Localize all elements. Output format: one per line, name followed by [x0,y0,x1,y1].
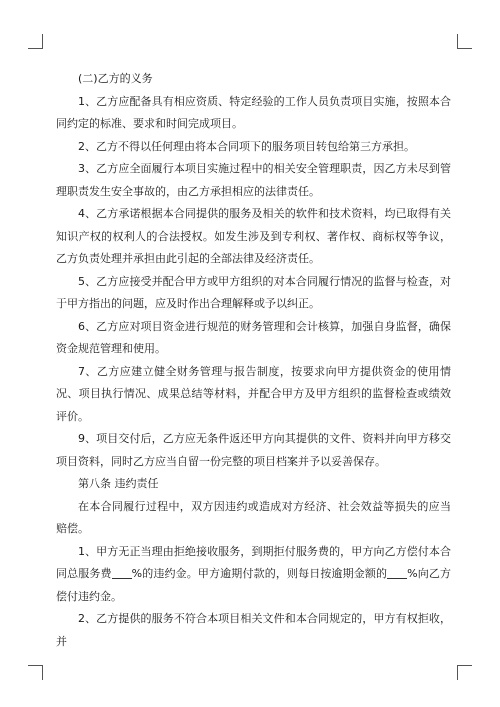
paragraph: 2、乙方提供的服务不符合本项目相关文件和本合同规定的，甲方有权拒收，并 [56,612,451,648]
fill-in-blank [112,566,132,579]
crop-mark-bottom-right [457,665,472,680]
section-heading: (二)乙方的义务 [78,72,153,85]
fill-in-blank [387,566,407,579]
paragraph: 9、项目交付后，乙方应无条件返还甲方向其提供的文件、资料并向甲方移交项目资料，同时乙方应当自留一份完整的项目档案并予以妥善保存。 [56,432,451,468]
crop-mark-bottom-left [28,665,43,680]
paragraph: 5、乙方应接受并配合甲方或甲方组织的对本合同履行情况的监督与检查，对于甲方指出的问题，应及时作出合理解释或予以纠正。 [56,274,451,310]
paragraph: 7、乙方应建立健全财务管理与报告制度，按要求向甲方提供资金的使用情况、项目执行情况、成果总结等材料，并配合甲方及甲方组织的监督检查或绩效评价。 [56,364,451,423]
paragraph: 4、乙方承诺根据本合同提供的服务及相关的软件和技术资料，均已取得有关知识产权的权利人的合法授权。如发生涉及到专利权、著作权、商标权等争议，乙方负责处理并承担由此引起的全部法律及经济责任。 [56,207,451,265]
article-heading: 第八条 违约责任 [78,477,159,490]
paragraph: 2、乙方不得以任何理由将本合同项下的服务项目转包给第三方承担。 [78,139,415,153]
paragraph: 1、乙方应配备具有相应资质、特定经验的工作人员负责项目实施，按照本合同约定的标准、要求和时间完成项目。 [56,94,451,130]
paragraph: 3、乙方应全面履行本项目实施过程中的相关安全管理职责，因乙方未尽到管理职责发生安全事故的，由乙方承担相应的法律责任。 [56,162,451,198]
paragraph-text: %的违约金。甲方逾期付款的，则每日按逾期金额的 [131,567,388,580]
paragraph: 6、乙方应对项目资金进行规范的财务管理和会计核算，加强自身监督，确保资金规范管理和使用。 [56,319,451,355]
paragraph: 在本合同履行过程中，双方因违约或造成对方经济、社会效益等损失的应当赔偿。 [56,499,451,535]
crop-mark-top-left [28,34,43,49]
paragraph-with-blanks [56,541,451,609]
paragraph-text: %向乙方偿付违约金。 [56,567,452,603]
paragraph-text: 1、甲方无正当理由拒绝接收服务，到期拒付服务费的，甲方向乙方偿付本合同总服务费 [56,544,451,580]
document-body [56,68,451,653]
crop-mark-top-right [457,34,472,49]
